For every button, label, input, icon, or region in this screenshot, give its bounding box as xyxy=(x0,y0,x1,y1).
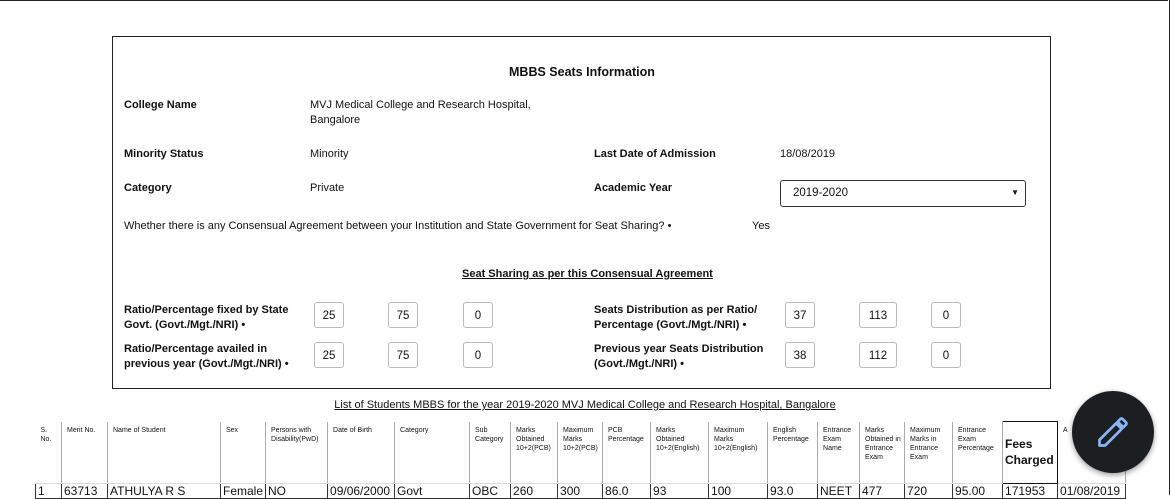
academic-year-label: Academic Year xyxy=(594,182,673,194)
ratio-availed-nri-input[interactable]: 0 xyxy=(463,342,493,368)
ratio-availed-govt-input[interactable]: 25 xyxy=(314,342,344,368)
ratio-fixed-label-2: Govt. (Govt./Mgt./NRI) • xyxy=(124,319,246,331)
panel-heading: MBBS Seats Information xyxy=(509,65,655,79)
prev-dist-label-2: (Govt./Mgt./NRI) • xyxy=(594,358,685,370)
last-date-value: 18/08/2019 xyxy=(780,148,836,160)
col-header: Maximum Marks in Entrance Exam xyxy=(905,422,953,484)
table-cell: 1 xyxy=(36,483,62,498)
last-date-label: Last Date of Admission xyxy=(594,148,716,160)
table-cell: 260 xyxy=(511,483,558,498)
seats-dist-label-1: Seats Distribution as per Ratio/ xyxy=(594,304,758,316)
col-header: Marks Obtained in Entrance Exam xyxy=(860,422,905,484)
college-name-line2: Bangalore xyxy=(310,114,361,126)
table-cell: 86.0 xyxy=(603,483,651,498)
consensual-question: Whether there is any Consensual Agreement between your Institution and State Government for Seat Sharing? • xyxy=(124,220,672,232)
college-name-line1: MVJ Medical College and Research Hospital, xyxy=(310,99,531,111)
prev-dist-govt-input[interactable]: 38 xyxy=(785,342,815,368)
col-header: Sex xyxy=(221,422,266,484)
col-header: English Percentage xyxy=(768,422,818,484)
table-cell: 01/08/2019 xyxy=(1058,483,1126,498)
seats-dist-label-2: Percentage (Govt./Mgt./NRI) • xyxy=(594,319,747,331)
table-cell: 477 xyxy=(860,483,905,498)
table-cell: NEET xyxy=(818,483,860,498)
table-cell: 09/06/2000 xyxy=(328,483,395,498)
table-cell: 300 xyxy=(558,483,603,498)
col-header: Marks Obtained 10+2(English) xyxy=(651,422,709,484)
minority-value: Minority xyxy=(310,148,349,160)
mbbs-seats-panel xyxy=(112,36,1051,389)
consensual-answer: Yes xyxy=(752,220,770,232)
table-cell: OBC xyxy=(470,483,511,498)
col-header-fees: Fees Charged xyxy=(1003,422,1058,484)
seat-sharing-heading: Seat Sharing as per this Consensual Agreement xyxy=(462,268,713,280)
col-header: Category xyxy=(395,422,470,484)
academic-year-selected: 2019-2020 xyxy=(793,187,848,199)
table-header-row xyxy=(36,422,1126,484)
academic-year-select[interactable] xyxy=(780,180,1026,207)
col-header: Maximum Marks 10+2(PCB) xyxy=(558,422,603,484)
table-cell: 93.0 xyxy=(768,483,818,498)
student-list-title: List of Students MBBS for the year 2019-2020 MVJ Medical College and Research Hospital, Bangalore xyxy=(334,399,836,411)
seats-dist-nri-input[interactable]: 0 xyxy=(931,302,961,328)
col-header: Merit No. xyxy=(62,422,108,484)
table-cell: 100 xyxy=(709,483,768,498)
col-header: S. No. xyxy=(36,422,62,484)
minority-label: Minority Status xyxy=(124,148,204,160)
ratio-availed-label-1: Ratio/Percentage availed in xyxy=(124,343,268,355)
category-label: Category xyxy=(124,182,172,194)
edit-fab-button[interactable] xyxy=(1072,391,1154,473)
table-cell: Govt xyxy=(395,483,470,498)
prev-dist-label-1: Previous year Seats Distribution xyxy=(594,343,764,355)
table-cell: 93 xyxy=(651,483,709,498)
table-cell: 171953 xyxy=(1003,483,1058,498)
students-table xyxy=(35,421,1126,499)
table-cell: 95.00 xyxy=(953,483,1003,498)
seats-dist-govt-input[interactable]: 37 xyxy=(785,302,815,328)
table-row xyxy=(36,483,1126,498)
table-cell: 720 xyxy=(905,483,953,498)
ratio-availed-label-2: previous year (Govt./Mgt./NRI) • xyxy=(124,358,289,370)
top-border xyxy=(0,0,1168,1)
prev-dist-nri-input[interactable]: 0 xyxy=(931,342,961,368)
seats-dist-mgt-input[interactable]: 113 xyxy=(859,302,897,328)
col-header: PCB Percentage xyxy=(603,422,651,484)
col-header: Name of Student xyxy=(108,422,221,484)
prev-dist-mgt-input[interactable]: 112 xyxy=(859,342,897,368)
ratio-fixed-mgt-input[interactable]: 75 xyxy=(388,302,418,328)
col-header: A xyxy=(1058,422,1126,484)
table-cell: 63713 xyxy=(62,483,108,498)
college-name-label: College Name xyxy=(124,99,197,111)
col-header: Sub Category xyxy=(470,422,511,484)
dropdown-arrow-icon: ▼ xyxy=(1011,188,1019,197)
ratio-fixed-govt-input[interactable]: 25 xyxy=(314,302,344,328)
col-header: Maximum Marks 10+2(English) xyxy=(709,422,768,484)
ratio-availed-mgt-input[interactable]: 75 xyxy=(388,342,418,368)
ratio-fixed-nri-input[interactable]: 0 xyxy=(463,302,493,328)
col-header: Entrance Exam Percentage xyxy=(953,422,1003,484)
table-cell: NO xyxy=(266,483,328,498)
table-cell: Female xyxy=(221,483,266,498)
col-header: Entrance Exam Name xyxy=(818,422,860,484)
col-header: Date of Birth xyxy=(328,422,395,484)
table-cell: ATHULYA R S xyxy=(108,483,221,498)
category-value: Private xyxy=(310,182,345,194)
col-header: Marks Obtained 10+2(PCB) xyxy=(511,422,558,484)
pencil-icon xyxy=(1095,414,1131,450)
ratio-fixed-label-1: Ratio/Percentage fixed by State xyxy=(124,304,289,316)
col-header: Persons with Disability(PwD) xyxy=(266,422,328,484)
